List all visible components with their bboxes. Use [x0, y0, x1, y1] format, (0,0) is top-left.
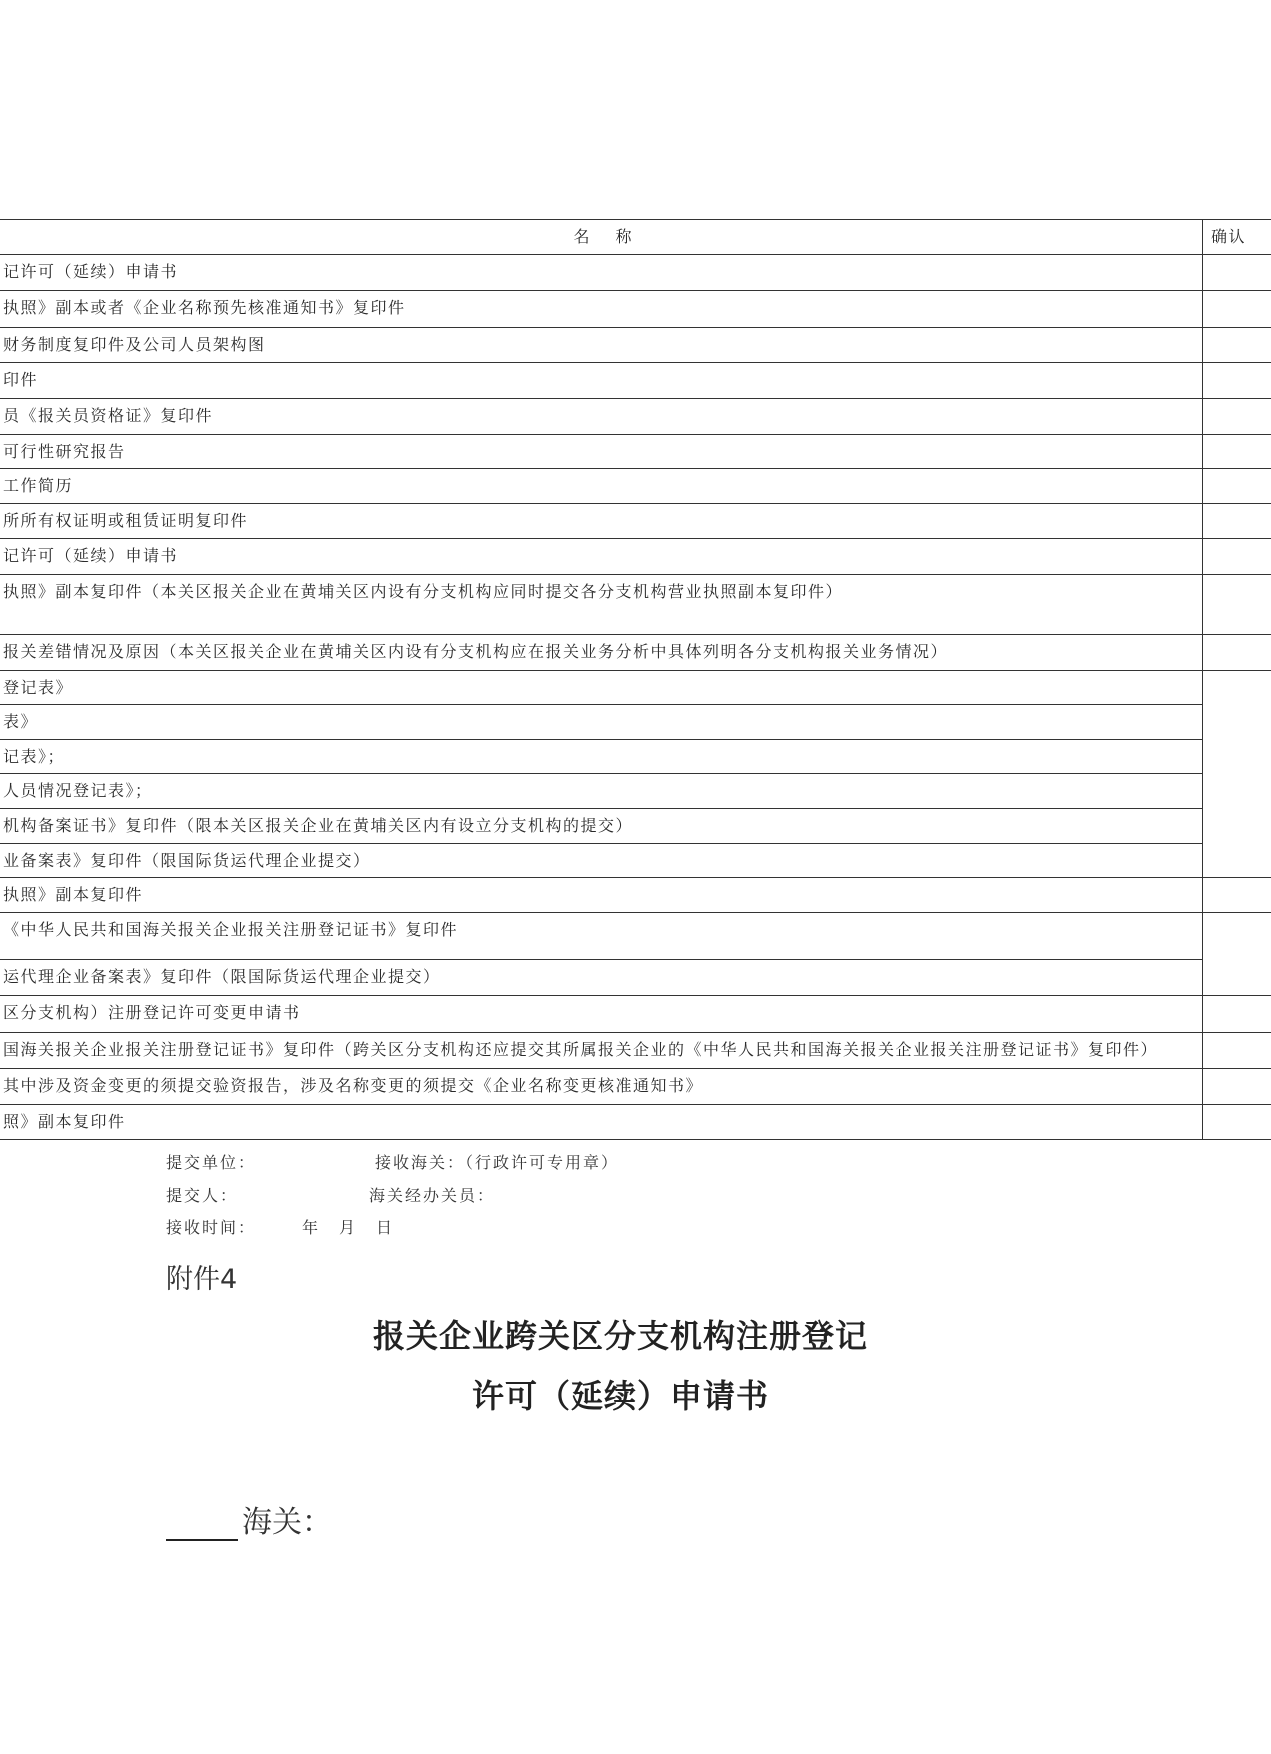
row-text: 印件 — [0, 363, 1203, 399]
row-text: 记许可（延续）申请书 — [0, 539, 1203, 575]
row-text: 《中华人民共和国海关报关企业报关注册登记证书》复印件 — [0, 913, 1203, 960]
year-label: 年 — [302, 1218, 321, 1237]
row-confirm-cell-merged[interactable] — [1203, 913, 1271, 996]
row-confirm-cell[interactable] — [1203, 399, 1271, 435]
table-row — [0, 1069, 1271, 1105]
receive-time-label: 接收时间： — [166, 1218, 257, 1237]
submit-unit-label: 提交单位： — [166, 1153, 257, 1172]
table-header-row — [0, 220, 1271, 255]
row-confirm-cell[interactable] — [1203, 539, 1271, 575]
row-text: 执照》副本复印件 — [0, 878, 1203, 913]
table-row — [0, 328, 1271, 363]
table-row — [0, 844, 1271, 878]
row-confirm-cell[interactable] — [1203, 575, 1271, 635]
row-confirm-cell[interactable] — [1203, 1033, 1271, 1069]
header-name-cell — [0, 220, 1203, 255]
customs-addressee — [166, 1497, 332, 1541]
table-row — [0, 705, 1271, 740]
document-title-line-1: 报关企业跨关区分支机构注册登记 — [372, 1317, 868, 1355]
month-label: 月 — [339, 1218, 358, 1237]
receive-customs-label: 接收海关：（行政许可专用章） — [375, 1153, 620, 1172]
table-row — [0, 913, 1271, 960]
row-confirm-cell-merged[interactable] — [1203, 671, 1271, 878]
row-text: 区分支机构）注册登记许可变更申请书 — [0, 996, 1203, 1033]
row-text: 记许可（延续）申请书 — [0, 255, 1203, 291]
row-text: 照》副本复印件 — [0, 1105, 1203, 1140]
day-label: 日 — [376, 1218, 395, 1237]
row-text: 记表》； — [0, 740, 1203, 774]
row-text: 财务制度复印件及公司人员架构图 — [0, 328, 1203, 363]
attachment-label: 附件4 — [166, 1264, 238, 1295]
row-text: 其中涉及资金变更的须提交验资报告，涉及名称变更的须提交《企业名称变更核准通知书》 — [0, 1069, 1203, 1105]
row-text: 报关差错情况及原因（本关区报关企业在黄埔关区内设有分支机构应在报关业务分析中具体列明各分支机构报关业务情况） — [0, 635, 1203, 671]
row-text: 国海关报关企业报关注册登记证书》复印件（跨关区分支机构还应提交其所属报关企业的《中华人民共和国海关报关企业报关注册登记证书》复印件） — [0, 1033, 1203, 1069]
header-confirm-cell: 确认 — [1203, 220, 1271, 255]
table-row — [0, 1105, 1271, 1140]
table-row — [0, 291, 1271, 328]
table-row — [0, 399, 1271, 435]
table-row — [0, 809, 1271, 844]
row-confirm-cell[interactable] — [1203, 328, 1271, 363]
row-text: 可行性研究报告 — [0, 435, 1203, 469]
row-confirm-cell[interactable] — [1203, 878, 1271, 913]
row-text: 业备案表》复印件（限国际货运代理企业提交） — [0, 844, 1203, 878]
row-confirm-cell[interactable] — [1203, 504, 1271, 539]
row-text: 工作简历 — [0, 469, 1203, 504]
header-name-char-2: 称 — [615, 227, 632, 246]
row-confirm-cell[interactable] — [1203, 1069, 1271, 1105]
table-row — [0, 635, 1271, 671]
table-row — [0, 255, 1271, 291]
table-row — [0, 363, 1271, 399]
row-confirm-cell[interactable] — [1203, 635, 1271, 671]
header-name-char-1: 名 — [573, 227, 590, 246]
row-confirm-cell[interactable] — [1203, 996, 1271, 1033]
table-row — [0, 504, 1271, 539]
customs-name-blank[interactable] — [166, 1509, 238, 1541]
table-row — [0, 539, 1271, 575]
table-row — [0, 878, 1271, 913]
row-text: 表》 — [0, 705, 1203, 740]
row-confirm-cell[interactable] — [1203, 363, 1271, 399]
row-confirm-cell[interactable] — [1203, 469, 1271, 504]
row-text: 所所有权证明或租赁证明复印件 — [0, 504, 1203, 539]
submitter-label: 提交人： — [166, 1186, 239, 1205]
document-title-line-2: 许可（延续）申请书 — [471, 1377, 769, 1415]
customs-officer-label: 海关经办关员： — [369, 1186, 496, 1205]
table-row — [0, 740, 1271, 774]
materials-table — [0, 219, 1271, 1140]
row-text: 执照》副本复印件（本关区报关企业在黄埔关区内设有分支机构应同时提交各分支机构营业执照副本复印件） — [0, 575, 1203, 635]
materials-table-wrapper — [0, 219, 1247, 1140]
table-row — [0, 575, 1271, 635]
row-text: 运代理企业备案表》复印件（限国际货运代理企业提交） — [0, 960, 1203, 996]
table-row — [0, 774, 1271, 809]
table-row — [0, 996, 1271, 1033]
table-row — [0, 1033, 1271, 1069]
row-confirm-cell[interactable] — [1203, 435, 1271, 469]
table-row — [0, 671, 1271, 705]
row-text: 执照》副本或者《企业名称预先核准通知书》复印件 — [0, 291, 1203, 328]
row-text: 机构备案证书》复印件（限本关区报关企业在黄埔关区内有设立分支机构的提交） — [0, 809, 1203, 844]
row-confirm-cell[interactable] — [1203, 255, 1271, 291]
row-text: 登记表》 — [0, 671, 1203, 705]
customs-suffix: 海关： — [242, 1505, 332, 1540]
row-confirm-cell[interactable] — [1203, 1105, 1271, 1140]
row-text: 员《报关员资格证》复印件 — [0, 399, 1203, 435]
row-confirm-cell[interactable] — [1203, 291, 1271, 328]
table-row — [0, 960, 1271, 996]
row-text: 人员情况登记表》； — [0, 774, 1203, 809]
table-row — [0, 469, 1271, 504]
table-row — [0, 435, 1271, 469]
